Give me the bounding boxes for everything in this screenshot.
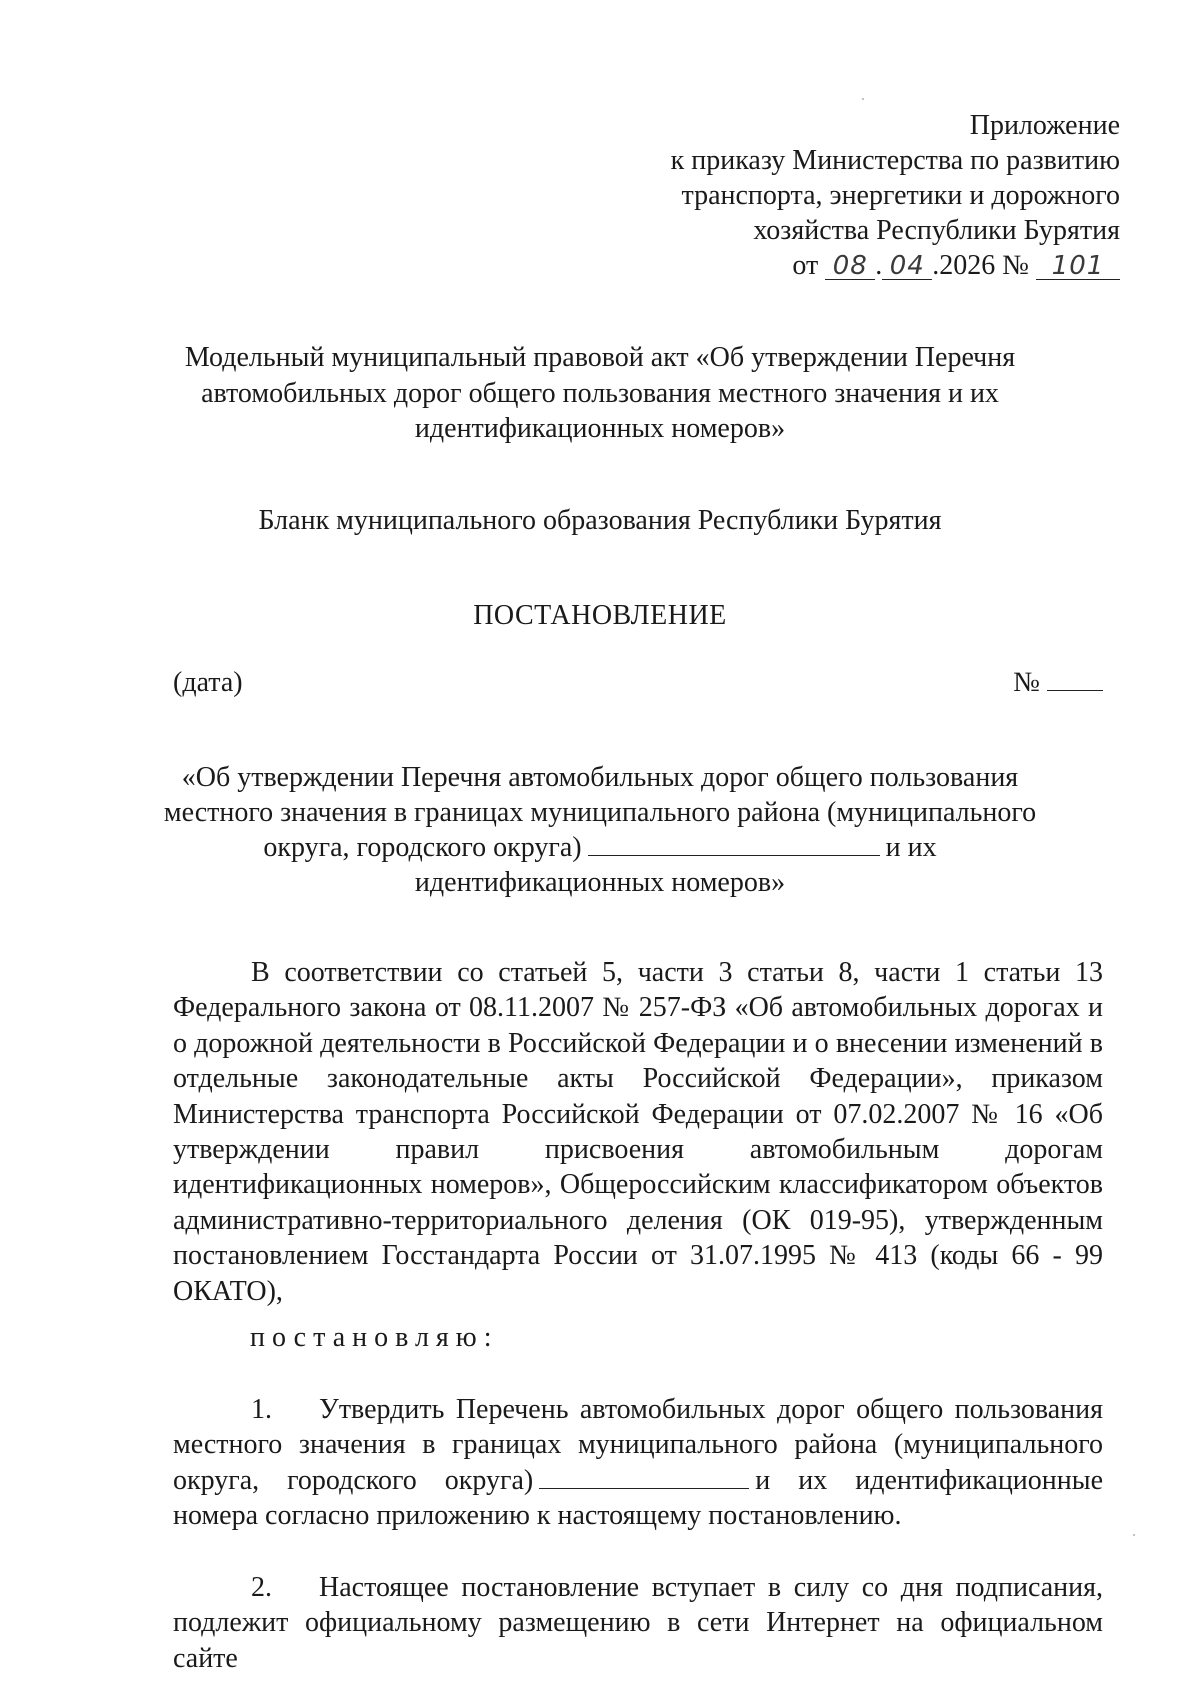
decree-heading: ПОСТАНОВЛЕНИЕ — [473, 600, 727, 631]
item-1-text-a: Утвердить Перечень автомобильных дорог общего пользования местного значения в границах муниципального района (муниципального округа, городского округа) — [173, 1394, 1103, 1496]
date-placeholder: (дата) — [173, 667, 243, 698]
item-1-blank — [539, 1466, 749, 1489]
subject-line-1: «Об утверждении Перечня автомобильных дорог общего пользования — [181, 762, 1019, 793]
item-1 — [173, 1392, 1103, 1534]
item-2-text: Настоящее постановление вступает в силу со дня подписания, подлежит официальному размещению в сети Интернет на официальном сайте — [173, 1572, 1103, 1674]
title-line-2: автомобильных дорог общего пользования местного значения и их — [201, 377, 999, 409]
appendix-block — [560, 108, 1120, 283]
appendix-number-field — [1036, 253, 1120, 280]
appendix-line-2: к приказу Министерства по развитию — [670, 145, 1120, 176]
model-act-title — [160, 340, 1040, 447]
subject-line-2: местного значения в границах муниципального района (муниципального — [163, 797, 1037, 828]
resolve-word: постановляю: — [250, 1322, 499, 1353]
appendix-date-line: от 08 . 04 .2026 № 101 — [560, 248, 1120, 283]
appendix-date-prefix: от — [792, 250, 819, 281]
subject-line-3a: округа, городского округа) — [263, 832, 582, 863]
handwritten-month: 04 — [889, 251, 925, 281]
appendix-number-sign: № — [1002, 250, 1029, 281]
appendix-line-3: транспорта, энергетики и дорожного — [681, 180, 1120, 211]
municipality-blank — [588, 833, 880, 856]
number-label: № — [1013, 667, 1040, 698]
appendix-year: 2026 — [939, 250, 996, 281]
number-blank — [1047, 668, 1103, 691]
appendix-line-1: Приложение — [969, 110, 1120, 141]
subject-line-3 — [160, 830, 1040, 865]
appendix-day-field — [825, 253, 875, 280]
title-line-3: идентификационных номеров» — [414, 413, 786, 444]
decree-subject — [160, 760, 1040, 900]
scan-speck — [862, 98, 864, 100]
title-line-1: Модельный муниципальный правовой акт «Об утверждении Перечня — [184, 342, 1016, 373]
subject-line-4: идентификационных номеров» — [414, 867, 786, 898]
appendix-month-field — [882, 253, 932, 280]
decree-number — [1013, 665, 1103, 701]
preamble-paragraph: В соответствии со статьей 5, части 3 статьи 8, части 1 статьи 13 Федерального закона от 08.11.2007 № 257-ФЗ «Об автомобильных дорогах и о дорожной деятельности в Российской Федерации и о внесении изменений в отдельные законодательные акты Российской Федерации», приказом Министерства транспорта Российской Федерации от 07.02.2007 № 16 «Об утверждении правил присвоения автомобильным дорогам идентификационных номеров», Общероссийским классификатором объектов административно-территориального деления (ОК 019-95), утвержденным постановлением Госстандарта России от 31.07.1995 № 413 (коды 66 - 99 ОКАТО), — [173, 957, 1103, 1307]
subject-line-3b: и их — [885, 832, 937, 863]
handwritten-day: 08 — [832, 251, 868, 281]
appendix-line-4: хозяйства Республики Бурятия — [753, 215, 1120, 246]
scan-speck — [1133, 1534, 1135, 1536]
item-2-number: 2. — [251, 1572, 272, 1603]
item-1-number: 1. — [251, 1394, 272, 1425]
item-1-text-b: и их идентификационные номера согласно приложению к настоящему постановлению. — [173, 1464, 1103, 1532]
handwritten-number: 101 — [1051, 251, 1105, 281]
blank-heading: Бланк муниципального образования Республики Бурятия — [258, 505, 942, 536]
item-2 — [173, 1570, 1103, 1676]
